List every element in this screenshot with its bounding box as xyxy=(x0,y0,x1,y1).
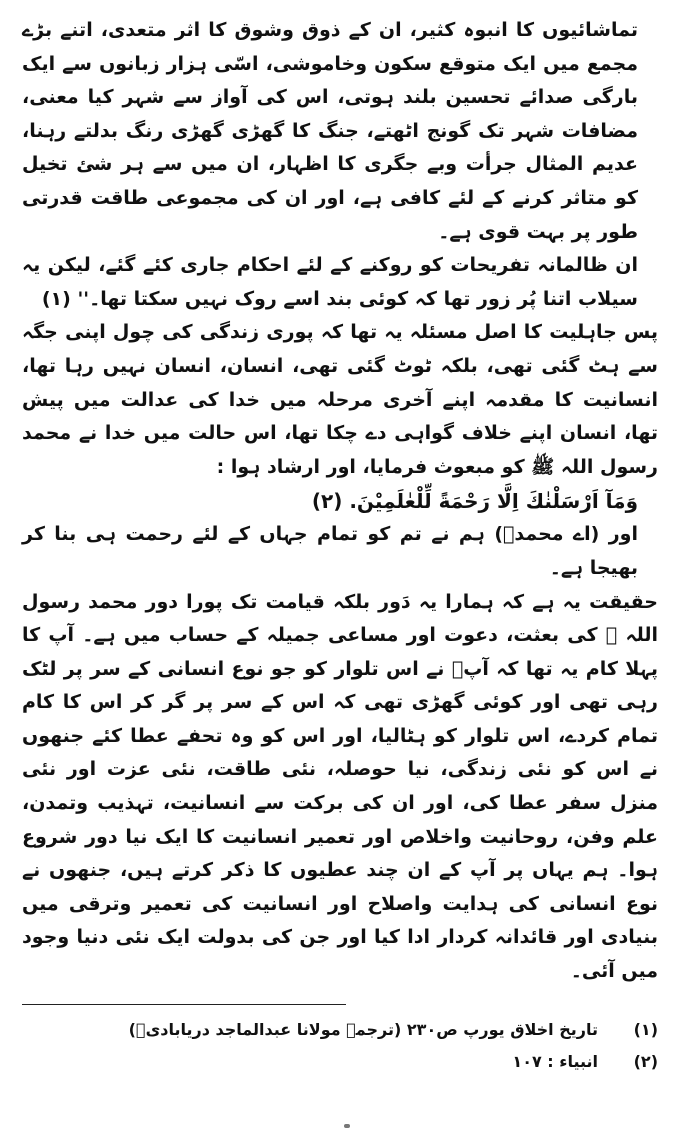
footnote-1 xyxy=(22,1014,658,1046)
footnotes xyxy=(22,1014,658,1078)
paragraph-jahiliyya: پس جاہلیت کا اصل مسئلہ یہ تھا کہ پوری زندگی کی چول اپنی جگہ سے ہٹ گئی تھی، بلکہ ٹوٹ گئی تھی، انسان، انسان نہیں رہا تھا، انسانیت کا مقدمہ اپنے آخری مرحلہ میں خدا کی عدالت میں پیش تھا، انسان اپنے خلاف گواہی دے چکا تھا، اس حالت میں خدا نے محمد رسول اللہ ﷺ کو مبعوث فرمایا، اور ارشاد ہوا : xyxy=(22,321,658,478)
footnote-1-text: تاریخ اخلاق یورپ ص۲۳۰ (ترجمہ مولانا عبدالماجد دریابادیؒ) xyxy=(128,1020,598,1039)
footnote-2-text: انبیاء : ۱۰۷ xyxy=(512,1052,598,1071)
quotation-block xyxy=(22,14,658,316)
quran-verse: وَمَآ اَرْسَلْنٰكَ اِلَّا رَحْمَةً لِّلْعٰلَمِيْنَ. (۲) xyxy=(311,489,638,514)
paragraph-quote-end: ان ظالمانہ تفریحات کو روکنے کے لئے احکام جاری کئے گئے، لیکن یہ سیلاب اتنا پُر زور تھا کہ کوئی بند اسے روک نہیں سکتا تھا۔'' (۱) xyxy=(22,254,638,310)
footnote-1-marker: (۱) xyxy=(633,1020,658,1039)
footnote-2-marker: (۲) xyxy=(633,1052,658,1071)
footnote-divider xyxy=(22,1004,346,1005)
scan-speck xyxy=(344,1124,350,1128)
verse-translation: اور (اے محمدؐ) ہم نے تم کو تمام جہاں کے لئے رحمت ہی بنا کر بھیجا ہے۔ xyxy=(22,523,638,579)
main-text xyxy=(22,14,658,989)
paragraph-reality: حقیقت یہ ہے کہ ہمارا یہ دَور بلکہ قیامت تک پورا دور محمد رسول اللہ ﷺ کی بعثت، دعوت اور مساعی جمیلہ کے حساب میں ہے۔ آپ کا پہلا کام یہ تھا کہ آپؐ نے اس تلوار کو جو نوع انسانی کے سر پر لٹک رہی تھی اور کوئی گھڑی تھی کہ اس کے سر پر گر کر اس کا کام تمام کردے، اس تلوار کو ہٹالیا، اور اس کو وہ تحفے عطا کئے جنھوں نے اس کو نئی زندگی، نیا حوصلہ، نئی طاقت، نئی عزت اور نئی منزل سفر عطا کی، اور ان کی برکت سے انسانیت، تہذیب وتمدن، علم وفن، روحانیت واخلاص اور تعمیر انسانیت کا ایک نیا دور شروع ہوا۔ ہم یہاں پر آپ کے ان چند عطیوں کا ذکر کرتے ہیں، جنھوں نے نوع انسانی کی ہدایت واصلاح اور انسانیت کی تعمیر وترقی میں بنیادی اور قائدانہ کردار ادا کیا اور جن کی بدولت ایک نئی دنیا وجود میں آئی۔ xyxy=(22,590,658,983)
paragraph-quote-continued: تماشائیوں کا انبوہ کثیر، ان کے ذوق وشوق کا اثر متعدی، اتنے بڑے مجمع میں ایک متوقع سکون وخاموشی، اسّی ہزار زبانوں سے ایک بارگی صدائے تحسین بلند ہوتی، اس کی آواز سے شہر کیا معنی، مضافات شہر تک گونج اٹھتے، جنگ کا گھڑی گھڑی رنگ بدلتے رہنا، عدیم المثال جرأت وبے جگری کا اظہار، ان میں سے ہر شئ تخیل کو متاثر کرنے کے لئے کافی ہے، اور ان کی مجموعی طاقت قدرتی طور پر بہت قوی ہے۔ xyxy=(22,19,638,243)
footnote-2 xyxy=(22,1046,658,1078)
